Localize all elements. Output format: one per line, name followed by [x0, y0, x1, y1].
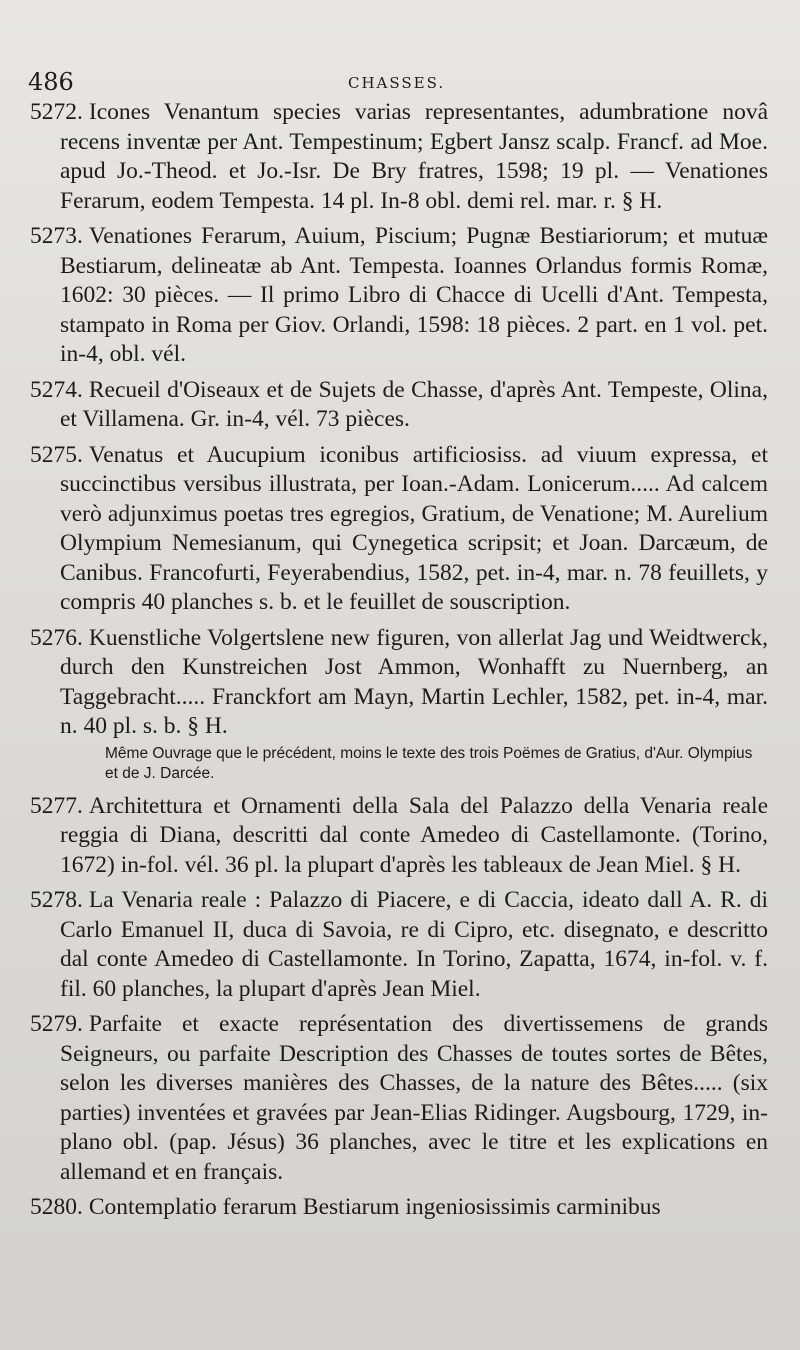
- entry-description: Venatus et Aucupium iconibus artificiosiss. ad viuum expressa, et succinctibus versibus illustrata, per Ioan.-Adam. Lonicerum..... Ad calcem verò adjunximus poetas tres egregios, Gratium, de Venatione; M. Aurelium Olympium Nemesianum, qui Cynegetica scripsit; et Joan. Darcæum, de Canibus. Francofurti, Feyerabendius, 1582, pet. in-4, mar. n. 78 feuillets, y compris 40 planches s. b. et le feuillet de souscription.: [60, 441, 768, 615]
- running-head: CHASSES.: [348, 74, 446, 92]
- entry-description: Icones Venantum species varias representantes, adumbratione novâ recens inventæ per Ant. Tempestinum; Egbert Jansz scalp. Francf. ad Moe. apud Jo.-Theod. et Jo.-Isr. De Bry fratres, 1598; 19 pl. — Venationes Ferarum, eodem Tempesta. 14 pl. In-8 obl. demi rel. mar. r. § H.: [60, 99, 768, 214]
- entry-description: Parfaite et exacte représentation des divertissemens de grands Seigneurs, ou parfaite Description des Chasses de toutes sortes de Bêtes, selon les diverses manières des Chasses, de la nature des Bêtes..... (six parties) inventées et gravées par Jean-Elias Ridinger. Augsbourg, 1729, in-plano obl. (pap. Jésus) 36 planches, avec le titre et les explications en allemand et en français.: [60, 1011, 768, 1185]
- catalog-entry: [30, 886, 768, 1004]
- catalog-entries: [30, 98, 768, 1229]
- catalog-entry: [30, 376, 768, 435]
- entry-description: Recueil d'Oiseaux et de Sujets de Chasse, d'après Ant. Tempeste, Olina, et Villamena. Gr. in-4, vél. 73 pièces.: [60, 376, 768, 432]
- entry-description: Architettura et Ornamenti della Sala del Palazzo della Venaria reale reggia di Diana, descritti dal conte Amedeo di Castellamonte. (Torino, 1672) in-fol. vél. 36 pl. la plupart d'après les tableaux de Jean Miel. § H.: [60, 792, 768, 878]
- entry-note: Même Ouvrage que le précédent, moins le texte des trois Poëmes de Gratius, d'Aur. Olympius et de J. Darcée.: [105, 744, 753, 782]
- entry-description: Contemplatio ferarum Bestiarum ingeniosissimis carminibus: [88, 1194, 661, 1220]
- entry-number: 5277.: [30, 792, 83, 819]
- entry-description: Venationes Ferarum, Auium, Piscium; Pugnæ Bestiariorum; et mutuæ Bestiarum, delineatæ ab Ant. Tempesta. Ioannes Orlandus formis Romæ, 1602: 30 pièces. — Il primo Libro di Chacce di Ucelli d'Ant. Tempesta, stampato in Roma per Giov. Orlandi, 1598: 18 pièces. 2 part. en 1 vol. pet. in-4, obl. vél.: [60, 223, 768, 367]
- catalog-entry: [30, 222, 768, 370]
- entry-description: La Venaria reale : Palazzo di Piacere, e di Caccia, ideato dall A. R. di Carlo Emanuel II, duca di Savoia, re di Cipro, etc. disegnato, e descritto dal conte Amedeo di Castellamonte. In Torino, Zapatta, 1674, in-fol. v. f. fil. 60 planches, la plupart d'après Jean Miel.: [60, 887, 768, 1002]
- entry-number: 5274.: [30, 376, 83, 403]
- entry-number: 5272.: [30, 99, 83, 125]
- entry-number: 5278.: [30, 887, 83, 913]
- entry-description: Kuenstliche Volgertslene new figuren, von allerlat Jag und Weidtwerck, durch den Kunstreichen Jost Ammon, Wonhafft zu Nuernberg, an Taggebracht..... Franckfort am Mayn, Martin Lechler, 1582, pet. in-4, mar. n. 40 pl. s. b. § H.: [60, 624, 768, 739]
- page-number: 486: [28, 68, 74, 96]
- catalog-entry: [30, 624, 768, 784]
- catalog-entry: [30, 1010, 768, 1187]
- entry-number: 5280.: [30, 1194, 83, 1220]
- entry-number: 5279.: [30, 1011, 83, 1037]
- entry-number: 5276.: [30, 624, 83, 651]
- catalog-entry: [30, 792, 768, 881]
- catalog-entry: [30, 441, 768, 618]
- entry-number: 5275.: [30, 441, 83, 468]
- entry-number: 5273.: [30, 223, 83, 249]
- catalog-entry: [30, 1193, 768, 1223]
- catalog-entry: [30, 98, 768, 216]
